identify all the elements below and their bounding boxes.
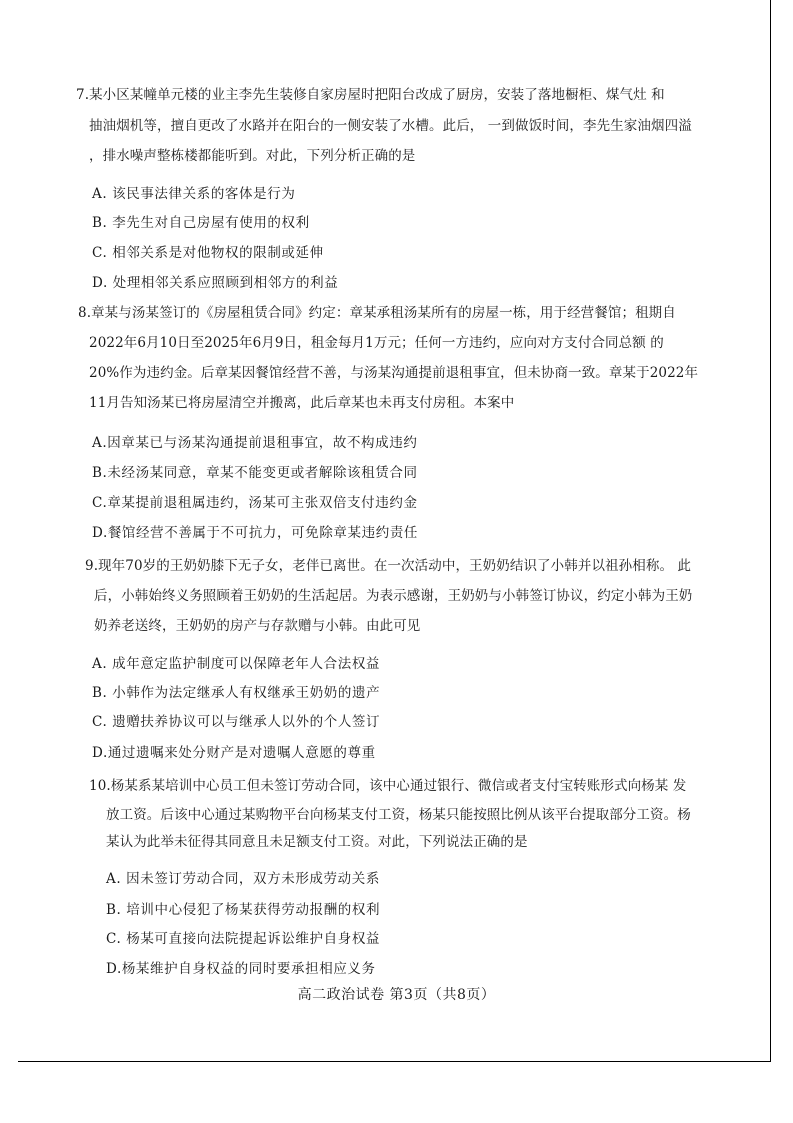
question-8-option-b: B.未经汤某同意，章某不能变更或者解除该租赁合同 — [92, 465, 418, 481]
question-7-line-3: ，排水噪声整栋楼都能听到。对此，下列分析正确的是 — [89, 148, 416, 164]
question-7-line-2: 抽油烟机等，擅自更改了水路并在阳台的一侧安装了水槽。此后， 一到做饭时间，李先生家油烟四溢 — [89, 118, 692, 134]
right-border-line — [770, 0, 771, 1062]
question-9-option-a: A. 成年意定监护制度可以保障老年人合法权益 — [92, 656, 381, 672]
question-8-line-1: 8.章某与汤某签订的《房屋租赁合同》约定：章某承租汤某所有的房屋一栋，用于经营餐馆；租期自 — [78, 305, 676, 321]
question-10-option-d: D.杨某维护自身权益的同时要承担相应义务 — [106, 961, 376, 977]
question-10-line-2: 放工资。后该中心通过某购物平台向杨某支付工资，杨某只能按照比例从该平台提取部分工资。杨 — [106, 807, 691, 823]
question-8-option-c: C.章某提前退租属违约，汤某可主张双倍支付违约金 — [92, 495, 418, 511]
question-7-option-c: C. 相邻关系是对他物权的限制或延伸 — [92, 245, 324, 261]
question-7-option-d: D. 处理相邻关系应照顾到相邻方的利益 — [92, 275, 339, 291]
question-7-option-b: B. 李先生对自己房屋有使用的权利 — [92, 215, 310, 231]
question-8-line-4: 11月告知汤某已将房屋清空并搬离，此后章某也未再支付房租。本案中 — [89, 395, 515, 411]
question-9-option-b: B. 小韩作为法定继承人有权继承王奶奶的遗产 — [92, 685, 381, 701]
question-10-option-c: C. 杨某可直接向法院提起诉讼维护自身权益 — [106, 931, 381, 947]
question-10-option-b: B. 培训中心侵犯了杨某获得劳动报酬的权利 — [106, 902, 381, 918]
question-9-line-3: 奶养老送终，王奶奶的房产与存款赠与小韩。由此可见 — [94, 618, 421, 634]
question-10-option-a: A. 因未签订劳动合同，双方未形成劳动关系 — [106, 871, 380, 887]
question-7-line-1: 7.某小区某幢单元楼的业主李先生装修自家房屋时把阳台改成了厨房，安装了落地橱柜、煤气灶 和 — [76, 87, 665, 103]
question-9-line-2: 后，小韩始终义务照顾着王奶奶的生活起居。为表示感谢，王奶奶与小韩签订协议，约定小韩为王奶 — [94, 588, 693, 604]
question-9-option-d: D.通过遗嘱来处分财产是对遗嘱人意愿的尊重 — [92, 745, 376, 761]
question-8-line-2: 2022年6月10日至2025年6月9日，租金每月1万元；任何一方违约，应向对方支付合同总额 的 — [89, 335, 664, 351]
question-10-line-3: 某认为此举未征得其同意且未足额支付工资。对此，下列说法正确的是 — [106, 834, 528, 850]
page-footer: 高二政治试卷 第3页（共8页） — [297, 987, 496, 1003]
question-8-option-a: A.因章某已与汤某沟通提前退租事宜，故不构成违约 — [92, 435, 418, 451]
question-10-line-1: 10.杨某系某培训中心员工但未签订劳动合同，该中心通过银行、微信或者支付宝转账形式向杨某 发 — [89, 778, 687, 794]
bottom-border-line — [18, 1061, 771, 1062]
question-7-option-a: A. 该民事法律关系的客体是行为 — [92, 186, 296, 202]
question-8-line-3: 20%作为违约金。后章某因餐馆经营不善，与汤某沟通提前退租事宜，但未协商一致。章某于2022年 — [89, 365, 699, 381]
question-8-option-d: D.餐馆经营不善属于不可抗力，可免除章某违约责任 — [92, 525, 419, 541]
question-9-option-c: C. 遗赠扶养协议可以与继承人以外的个人签订 — [92, 714, 381, 730]
question-9-line-1: 9.现年70岁的王奶奶膝下无子女，老伴已离世。在一次活动中，王奶奶结识了小韩并以祖孙相称。 此 — [85, 558, 692, 574]
